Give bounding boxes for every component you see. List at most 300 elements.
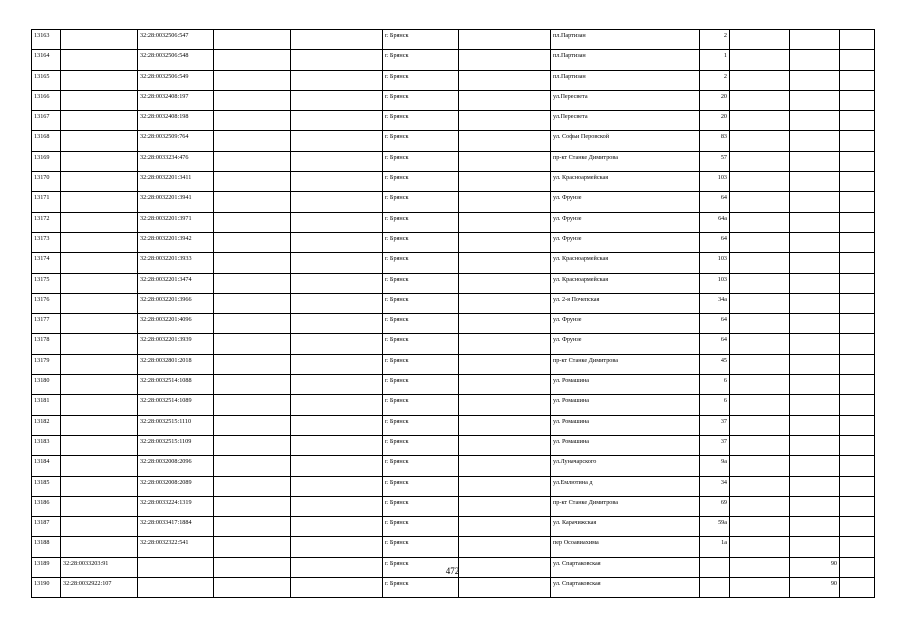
- empty-cell: [291, 293, 383, 313]
- empty-cell: [214, 50, 291, 70]
- house-number-cell: 2: [700, 70, 730, 90]
- empty-cell: [730, 253, 790, 273]
- area-cell: [790, 293, 840, 313]
- city-cell: г. Брянск: [383, 578, 459, 598]
- table-row: [32, 70, 875, 90]
- house-number-cell: 6: [700, 375, 730, 395]
- empty-cell: [840, 111, 875, 131]
- register-table-body: [32, 30, 875, 598]
- city-cell: г. Брянск: [383, 354, 459, 374]
- cadastral-number-cell: [61, 456, 138, 476]
- record-number-cell: 13171: [32, 192, 61, 212]
- table-row: [32, 517, 875, 537]
- area-cell: [790, 496, 840, 516]
- cadastral-number-cell: [61, 354, 138, 374]
- house-number-cell: 64: [700, 192, 730, 212]
- empty-cell: [291, 537, 383, 557]
- empty-cell: [840, 334, 875, 354]
- cadastral-number-cell: 32:28:0032201:3933: [138, 253, 214, 273]
- cadastral-number-cell: 32:28:0032201:4096: [138, 314, 214, 334]
- cadastral-number-cell: [61, 517, 138, 537]
- record-number-cell: 13177: [32, 314, 61, 334]
- house-number-cell: 64: [700, 314, 730, 334]
- empty-cell: [459, 192, 551, 212]
- record-number-cell: 13167: [32, 111, 61, 131]
- empty-cell: [730, 293, 790, 313]
- house-number-cell: 64: [700, 334, 730, 354]
- city-cell: г. Брянск: [383, 395, 459, 415]
- house-number-cell: [700, 578, 730, 598]
- record-number-cell: 13185: [32, 476, 61, 496]
- house-number-cell: 1: [700, 50, 730, 70]
- city-cell: г. Брянск: [383, 212, 459, 232]
- empty-cell: [730, 232, 790, 252]
- street-cell: ул. Красноармейская: [551, 253, 700, 273]
- cadastral-number-cell: [61, 151, 138, 171]
- house-number-cell: 37: [700, 435, 730, 455]
- empty-cell: [214, 496, 291, 516]
- empty-cell: [730, 172, 790, 192]
- empty-cell: [730, 70, 790, 90]
- empty-cell: [291, 131, 383, 151]
- record-number-cell: 13190: [32, 578, 61, 598]
- city-cell: г. Брянск: [383, 192, 459, 212]
- city-cell: г. Брянск: [383, 435, 459, 455]
- empty-cell: [459, 395, 551, 415]
- table-row: [32, 131, 875, 151]
- street-cell: пер Осоавиахима: [551, 537, 700, 557]
- cadastral-number-cell: [61, 395, 138, 415]
- empty-cell: [459, 273, 551, 293]
- empty-cell: [214, 232, 291, 252]
- street-cell: ул. Красноармейская: [551, 172, 700, 192]
- empty-cell: [840, 273, 875, 293]
- cadastral-number-cell: 32:28:0032506:549: [138, 70, 214, 90]
- empty-cell: [214, 375, 291, 395]
- empty-cell: [459, 293, 551, 313]
- table-row: [32, 293, 875, 313]
- house-number-cell: 69: [700, 496, 730, 516]
- street-cell: пл.Партизан: [551, 70, 700, 90]
- empty-cell: [459, 30, 551, 50]
- cadastral-number-cell: 32:28:0032506:547: [138, 30, 214, 50]
- area-cell: [790, 354, 840, 374]
- record-number-cell: 13174: [32, 253, 61, 273]
- empty-cell: [214, 192, 291, 212]
- area-cell: [790, 232, 840, 252]
- empty-cell: [214, 273, 291, 293]
- empty-cell: [730, 30, 790, 50]
- cadastral-number-cell: [61, 496, 138, 516]
- city-cell: г. Брянск: [383, 375, 459, 395]
- house-number-cell: 103: [700, 253, 730, 273]
- cadastral-number-cell: 32:28:0032506:548: [138, 50, 214, 70]
- empty-cell: [214, 151, 291, 171]
- area-cell: [790, 253, 840, 273]
- area-cell: [790, 456, 840, 476]
- street-cell: ул. Фрунзе: [551, 334, 700, 354]
- city-cell: г. Брянск: [383, 111, 459, 131]
- cadastral-number-cell: 32:28:0032922:107: [61, 578, 138, 598]
- record-number-cell: 13164: [32, 50, 61, 70]
- empty-cell: [291, 273, 383, 293]
- empty-cell: [730, 354, 790, 374]
- empty-cell: [840, 517, 875, 537]
- empty-cell: [840, 131, 875, 151]
- area-cell: [790, 212, 840, 232]
- street-cell: пл.Партизан: [551, 30, 700, 50]
- house-number-cell: 1а: [700, 537, 730, 557]
- cadastral-number-cell: 32:28:0032201:3966: [138, 293, 214, 313]
- empty-cell: [459, 435, 551, 455]
- table-row: [32, 578, 875, 598]
- cadastral-number-cell: 32:28:0032408:198: [138, 111, 214, 131]
- cadastral-number-cell: [61, 537, 138, 557]
- cadastral-number-cell: [61, 476, 138, 496]
- empty-cell: [291, 30, 383, 50]
- table-row: [32, 253, 875, 273]
- cadastral-number-cell: 32:28:0033234:476: [138, 151, 214, 171]
- city-cell: г. Брянск: [383, 172, 459, 192]
- cadastral-number-cell: 32:28:0032201:3411: [138, 172, 214, 192]
- empty-cell: [214, 578, 291, 598]
- empty-cell: [459, 375, 551, 395]
- empty-cell: [840, 537, 875, 557]
- empty-cell: [291, 578, 383, 598]
- area-cell: [790, 537, 840, 557]
- empty-cell: [730, 192, 790, 212]
- empty-cell: [730, 334, 790, 354]
- record-number-cell: 13189: [32, 557, 61, 577]
- empty-cell: [291, 395, 383, 415]
- city-cell: г. Брянск: [383, 476, 459, 496]
- empty-cell: [840, 70, 875, 90]
- cadastral-number-cell: [61, 111, 138, 131]
- record-number-cell: 13173: [32, 232, 61, 252]
- empty-cell: [459, 578, 551, 598]
- street-cell: ул. Софьи Перовской: [551, 131, 700, 151]
- cadastral-number-cell: 32:28:0032201:3941: [138, 192, 214, 212]
- empty-cell: [291, 50, 383, 70]
- empty-cell: [730, 435, 790, 455]
- cadastral-number-cell: [61, 334, 138, 354]
- empty-cell: [459, 172, 551, 192]
- area-cell: [790, 314, 840, 334]
- house-number-cell: 103: [700, 172, 730, 192]
- cadastral-number-cell: 32:28:0032322:541: [138, 537, 214, 557]
- street-cell: ул.Пересвета: [551, 111, 700, 131]
- house-number-cell: 9а: [700, 456, 730, 476]
- empty-cell: [459, 354, 551, 374]
- cadastral-number-cell: [138, 578, 214, 598]
- empty-cell: [459, 90, 551, 110]
- street-cell: пр-кт Станке Димитрова: [551, 151, 700, 171]
- empty-cell: [840, 435, 875, 455]
- empty-cell: [291, 151, 383, 171]
- area-cell: [790, 375, 840, 395]
- area-cell: [790, 517, 840, 537]
- record-number-cell: 13179: [32, 354, 61, 374]
- record-number-cell: 13169: [32, 151, 61, 171]
- record-number-cell: 13163: [32, 30, 61, 50]
- table-row: [32, 273, 875, 293]
- street-cell: ул. Красноармейская: [551, 273, 700, 293]
- empty-cell: [840, 415, 875, 435]
- cadastral-number-cell: 32:28:0032801:2018: [138, 354, 214, 374]
- house-number-cell: 20: [700, 90, 730, 110]
- empty-cell: [291, 435, 383, 455]
- record-number-cell: 13172: [32, 212, 61, 232]
- city-cell: г. Брянск: [383, 253, 459, 273]
- cadastral-number-cell: 32:28:0032514:1088: [138, 375, 214, 395]
- empty-cell: [291, 70, 383, 90]
- empty-cell: [214, 70, 291, 90]
- empty-cell: [459, 131, 551, 151]
- cadastral-number-cell: 32:28:0033224:1319: [138, 496, 214, 516]
- table-row: [32, 50, 875, 70]
- house-number-cell: 6: [700, 395, 730, 415]
- street-cell: ул. Фрунзе: [551, 192, 700, 212]
- empty-cell: [291, 192, 383, 212]
- table-row: [32, 456, 875, 476]
- empty-cell: [459, 517, 551, 537]
- house-number-cell: 34: [700, 476, 730, 496]
- table-row: [32, 172, 875, 192]
- table-row: [32, 111, 875, 131]
- street-cell: пл.Партизан: [551, 50, 700, 70]
- area-cell: [790, 435, 840, 455]
- record-number-cell: 13181: [32, 395, 61, 415]
- record-number-cell: 13188: [32, 537, 61, 557]
- empty-cell: [214, 517, 291, 537]
- cadastral-number-cell: [61, 435, 138, 455]
- empty-cell: [459, 70, 551, 90]
- area-cell: [790, 50, 840, 70]
- area-cell: [790, 476, 840, 496]
- empty-cell: [840, 314, 875, 334]
- record-number-cell: 13170: [32, 172, 61, 192]
- cadastral-number-cell: 32:28:0033417:1884: [138, 517, 214, 537]
- empty-cell: [214, 90, 291, 110]
- table-row: [32, 192, 875, 212]
- area-cell: 90: [790, 578, 840, 598]
- empty-cell: [459, 232, 551, 252]
- empty-cell: [840, 476, 875, 496]
- empty-cell: [459, 334, 551, 354]
- record-number-cell: 13187: [32, 517, 61, 537]
- city-cell: г. Брянск: [383, 30, 459, 50]
- empty-cell: [291, 517, 383, 537]
- house-number-cell: 20: [700, 111, 730, 131]
- empty-cell: [840, 50, 875, 70]
- empty-cell: [730, 517, 790, 537]
- empty-cell: [730, 151, 790, 171]
- empty-cell: [214, 30, 291, 50]
- empty-cell: [214, 435, 291, 455]
- area-cell: [790, 415, 840, 435]
- empty-cell: [840, 253, 875, 273]
- empty-cell: [840, 375, 875, 395]
- register-table: [31, 29, 875, 598]
- city-cell: г. Брянск: [383, 131, 459, 151]
- table-row: [32, 435, 875, 455]
- empty-cell: [459, 476, 551, 496]
- empty-cell: [730, 496, 790, 516]
- empty-cell: [730, 375, 790, 395]
- city-cell: г. Брянск: [383, 537, 459, 557]
- house-number-cell: 64: [700, 232, 730, 252]
- cadastral-number-cell: [61, 70, 138, 90]
- empty-cell: [459, 111, 551, 131]
- empty-cell: [730, 415, 790, 435]
- cadastral-number-cell: [61, 415, 138, 435]
- empty-cell: [214, 314, 291, 334]
- empty-cell: [291, 253, 383, 273]
- empty-cell: [291, 354, 383, 374]
- table-row: [32, 537, 875, 557]
- city-cell: г. Брянск: [383, 334, 459, 354]
- empty-cell: [840, 172, 875, 192]
- empty-cell: [730, 578, 790, 598]
- city-cell: г. Брянск: [383, 415, 459, 435]
- empty-cell: [459, 253, 551, 273]
- area-cell: [790, 395, 840, 415]
- area-cell: [790, 192, 840, 212]
- street-cell: ул. Спартаковская: [551, 578, 700, 598]
- empty-cell: [730, 131, 790, 151]
- empty-cell: [214, 415, 291, 435]
- empty-cell: [840, 293, 875, 313]
- empty-cell: [291, 415, 383, 435]
- empty-cell: [840, 578, 875, 598]
- cadastral-number-cell: [61, 273, 138, 293]
- table-row: [32, 476, 875, 496]
- empty-cell: [840, 496, 875, 516]
- city-cell: г. Брянск: [383, 517, 459, 537]
- cadastral-number-cell: 32:28:0032515:1109: [138, 435, 214, 455]
- area-cell: [790, 111, 840, 131]
- record-number-cell: 13186: [32, 496, 61, 516]
- cadastral-number-cell: 32:28:0032008:2096: [138, 456, 214, 476]
- empty-cell: [214, 334, 291, 354]
- street-cell: ул.Луначарского: [551, 456, 700, 476]
- house-number-cell: 83: [700, 131, 730, 151]
- street-cell: ул. Фрунзе: [551, 212, 700, 232]
- city-cell: г. Брянск: [383, 456, 459, 476]
- table-row: [32, 375, 875, 395]
- empty-cell: [730, 90, 790, 110]
- table-row: [32, 232, 875, 252]
- empty-cell: [214, 111, 291, 131]
- record-number-cell: 13166: [32, 90, 61, 110]
- empty-cell: [214, 456, 291, 476]
- cadastral-number-cell: 32:28:0032515:1110: [138, 415, 214, 435]
- empty-cell: [459, 314, 551, 334]
- empty-cell: [291, 476, 383, 496]
- empty-cell: [214, 131, 291, 151]
- city-cell: г. Брянск: [383, 151, 459, 171]
- empty-cell: [840, 212, 875, 232]
- empty-cell: [840, 151, 875, 171]
- record-number-cell: 13180: [32, 375, 61, 395]
- street-cell: ул. Спартаковская: [551, 557, 700, 577]
- empty-cell: [840, 232, 875, 252]
- empty-cell: [291, 496, 383, 516]
- house-number-cell: 59а: [700, 517, 730, 537]
- cadastral-number-cell: [61, 375, 138, 395]
- house-number-cell: 2: [700, 30, 730, 50]
- house-number-cell: 37: [700, 415, 730, 435]
- house-number-cell: 57: [700, 151, 730, 171]
- table-row: [32, 90, 875, 110]
- record-number-cell: 13176: [32, 293, 61, 313]
- cadastral-number-cell: [61, 172, 138, 192]
- empty-cell: [459, 50, 551, 70]
- area-cell: [790, 334, 840, 354]
- empty-cell: [459, 415, 551, 435]
- city-cell: г. Брянск: [383, 273, 459, 293]
- table-row: [32, 30, 875, 50]
- empty-cell: [840, 456, 875, 476]
- empty-cell: [730, 50, 790, 70]
- street-cell: ул. Карачижская: [551, 517, 700, 537]
- empty-cell: [214, 537, 291, 557]
- table-row: [32, 354, 875, 374]
- empty-cell: [291, 172, 383, 192]
- area-cell: [790, 30, 840, 50]
- record-number-cell: 13183: [32, 435, 61, 455]
- table-row: [32, 151, 875, 171]
- empty-cell: [730, 456, 790, 476]
- empty-cell: [730, 212, 790, 232]
- empty-cell: [459, 151, 551, 171]
- empty-cell: [291, 375, 383, 395]
- house-number-cell: 64а: [700, 212, 730, 232]
- record-number-cell: 13168: [32, 131, 61, 151]
- empty-cell: [730, 476, 790, 496]
- empty-cell: [214, 395, 291, 415]
- cadastral-number-cell: 32:28:0032514:1089: [138, 395, 214, 415]
- street-cell: пр-кт Станке Димитрова: [551, 496, 700, 516]
- street-cell: пр-кт Станке Димитрова: [551, 354, 700, 374]
- cadastral-number-cell: [61, 30, 138, 50]
- empty-cell: [730, 111, 790, 131]
- area-cell: [790, 172, 840, 192]
- cadastral-number-cell: [61, 131, 138, 151]
- table-row: [32, 496, 875, 516]
- empty-cell: [459, 537, 551, 557]
- empty-cell: [214, 253, 291, 273]
- empty-cell: [840, 30, 875, 50]
- cadastral-number-cell: [61, 192, 138, 212]
- cadastral-number-cell: 32:28:0032201:3971: [138, 212, 214, 232]
- empty-cell: [459, 212, 551, 232]
- area-cell: [790, 131, 840, 151]
- street-cell: ул.Емлютина д: [551, 476, 700, 496]
- city-cell: г. Брянск: [383, 496, 459, 516]
- empty-cell: [291, 90, 383, 110]
- table-row: [32, 314, 875, 334]
- empty-cell: [730, 395, 790, 415]
- street-cell: ул. 2-я Почепская: [551, 293, 700, 313]
- table-row: [32, 334, 875, 354]
- empty-cell: [291, 314, 383, 334]
- empty-cell: [214, 172, 291, 192]
- record-number-cell: 13165: [32, 70, 61, 90]
- cadastral-number-cell: [61, 212, 138, 232]
- cadastral-number-cell: 32:28:0032201:3939: [138, 334, 214, 354]
- empty-cell: [214, 476, 291, 496]
